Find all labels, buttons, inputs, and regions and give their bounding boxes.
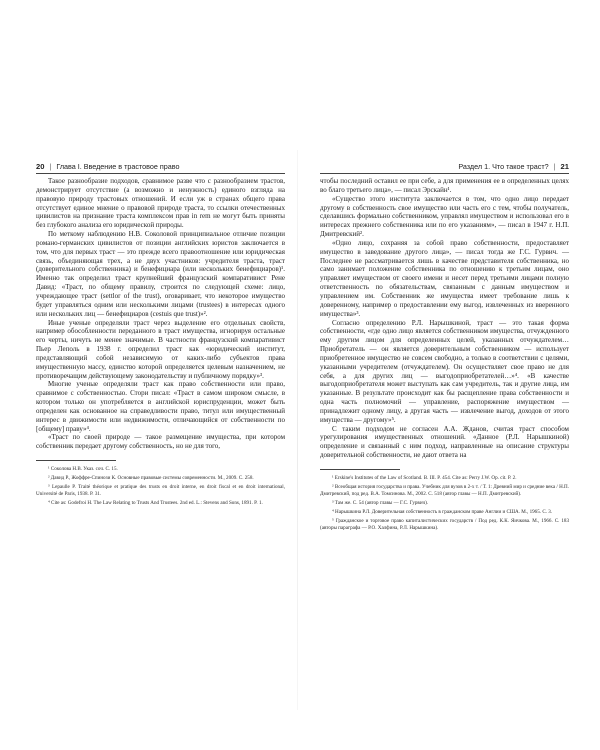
body-text bbox=[36, 177, 285, 451]
paragraph: Иные ученые определяли траст через выделение его отдельных свойств, например обособленности переданного в траст имущества, игнорируя остальные его черты, ничуть не менее значимые. В частности французский компаративист Пьер Леполь в 1938 г. определил траст как «юридический институт, представляющий собой независимую от каких-либо субъектов права имущественную массу, единство которой определяется целевым назначением, не противоречащим действующему законодательству и публичному порядку»³. bbox=[36, 318, 285, 380]
footnote: ² Всеобщая история государства и права. Учебник для вузов в 2-х т. / Т. 1: Древний мир и средние века / Н.П. Дмитревский, под ред. В.А. Томсинова. М., 2002. С. 518 (автор главы — Н.П. Дмитревский). bbox=[320, 484, 569, 497]
paragraph: По меткому наблюдению Н.В. Соколовой принципиальное отличие позиции романо-германских цивилистов от позиции английских юристов заключается в том, что для первых траст — это прежде всего правоотношение или юридическая связь, объединяющая трех, а не двух участников: учредителя траста, траст (доверительного собственника) и бенефициара (или нескольких бенефициаров)¹. Именно так определил траст крупнейший французский компаративист Рене Давид: «Траст, по общему правилу, строится по следующей схеме: лицо, учреждающее траст (settlor of the trust), оговаривает, что некоторое имущество будет управляться одним или несколькими лицами (trustees) в интересах одного или нескольких лиц — бенефициаров (cestuis que trust)»². bbox=[36, 230, 285, 318]
body-text bbox=[320, 177, 569, 460]
footnotes bbox=[36, 466, 285, 507]
footnote: ³ Там же. С. 54 (автор главы — Г.С. Гурвич). bbox=[332, 500, 429, 506]
paragraph: «Существо этого института заключается в том, что одно лицо передает другому в собственность свое имущество или часть его с тем, чтобы получатель, сделавшись формально собственником, управлял имуществом и использовал его в интересах прежнего собственника или по его указаниям», — писал в 1947 г. Н.П. Дмитревский². bbox=[320, 194, 569, 239]
footnote: ² Давид Р., Жоффре-Спинози К. Основные правовые системы современности. М., 2009. С. 258. bbox=[48, 475, 254, 482]
header-separator: | bbox=[553, 162, 556, 171]
left-page bbox=[36, 161, 285, 509]
header-separator: | bbox=[49, 162, 52, 171]
chapter-title: Глава I. Введение в трастовое право bbox=[56, 162, 180, 171]
footnote: ¹ Соколова Н.В. Указ. соч. С. 15. bbox=[48, 466, 118, 473]
footnote: ⁴ Cite as: Godefroi H. The Law Relating to Trusts And Trustees. 2nd ed. L.: Stevens and Sons, 1891. P. 1. bbox=[48, 500, 263, 507]
page-number: 21 bbox=[560, 162, 569, 171]
right-page bbox=[320, 161, 569, 534]
paragraph: «Одно лицо, сохраняя за собой право собственности, предоставляет имущество в заведование другого лица», — писал тогда же Г.С. Гурвич. — Последнее не рассматривается лишь в качестве представителя собственника, но само занимает положение собственника по отношению к третьим лицам, оно управляет имуществом от своего имени и несет перед третьими лицами полную ответственность по обязательствам, связанным с данным имуществом и управлением им. Собственник же имущества имеет требование лишь к доверенному, например о предоставлении ему выгод, извлеченных из вверенного имущества»³. bbox=[320, 238, 569, 318]
footnote-rule bbox=[320, 469, 400, 470]
running-header-left bbox=[36, 161, 285, 174]
paragraph: Такое разнообразие подходов, сравнимое разве что с разнообразием трастов, демонстрирует отсутствие (а возможно и ненужность) единого взгляда на правовую природу трастовых отношений. И если уж в странах общего права отсутствует единое мнение о правовой природе траста, то ссылки отечественных цивилистов на признание траста комплексом прав in rem не могут быть приняты без глубокого анализа его юридической природы. bbox=[36, 177, 285, 230]
footnote: ⁴ Нарышкина Р.Л. Доверительная собственность в гражданском праве Англии и США. М., 1965. С. 3. bbox=[332, 509, 553, 515]
page-gutter bbox=[297, 150, 298, 710]
paragraph: С таким подходом не согласен А.А. Жданов, считая траст способом урегулирования имущественных отношений. «Данное (Р.Л. Нарышкиной) определение и связанный с ним подход, направленные на описание структуры доверительной собственности, не дают ответа на bbox=[320, 424, 569, 460]
section-title: Раздел 1. Что такое траст? bbox=[458, 162, 549, 171]
footnote-rule bbox=[36, 460, 116, 461]
paragraph: Многие ученые определяли траст как право собственности или право, сравнимое с собственностью. Стори писал: «Траст в самом широком смысле, в котором только он употребляется в английской юриспруденции, может быть определен как основанное на справедливости право, титул или имущественный интерес в движимости или недвижимости, отличающийся от собственности по [общему] праву»⁴. bbox=[36, 380, 285, 433]
footnote: ³ Lepaulle P. Traité théorique et pratique des trusts en droit interne, en droit fiscal et en droit international, Université de Paris, 1938. P. 31. bbox=[36, 484, 285, 498]
footnote: ⁵ Гражданское и торговое право капиталистических государств / Под ред. К.К. Яичкова. М., 1966. С. 183 (авторы параграфа — Р.О. Халфина, Р.Л. Нарышкина). bbox=[320, 518, 569, 531]
paragraph: чтобы последний оставил ее при себе, а для применения ее в определенных целях во благо третьего лица», — писал Эрскайн¹. bbox=[320, 177, 569, 194]
footnotes bbox=[320, 475, 569, 532]
page-number: 20 bbox=[36, 162, 45, 171]
footnote: ¹ Erskine's Institutes of the Law of Scotland. B. III. P. 454. Cite as: Perry J.W. Op. cit. P. 2. bbox=[332, 475, 517, 481]
running-header-right bbox=[320, 161, 569, 174]
paragraph: «Траст по своей природе — такое размещение имущества, при котором собственник передает другому собственность, но не для того, bbox=[36, 433, 285, 451]
paragraph: Согласно определению Р.Л. Нарышкиной, траст — это такая форма собственности, «где одно лицо является собственником имущества, отчужденного ему другим лицом для определенных целей, указанных отчуждателем… Приобретатель — он является доверительным собственником — использует приобретенное имущество не совсем свободно, а только в соответствии с целями, указанными учредителем (отчуждателем). Он осуществляет свое право не для себя, а для других лиц — выгодоприобретателей…»⁴. «В качестве выгодоприобретателя может выступать как сам учредитель, так и другие лица, им указанные. В результате происходит как бы расщепление права собственности и одна часть полномочий — управление, распоряжение имуществом — принадлежит одному лицу, а другая часть — извлечение выгод, доходов от этого имущества — другому»⁵. bbox=[320, 318, 569, 424]
